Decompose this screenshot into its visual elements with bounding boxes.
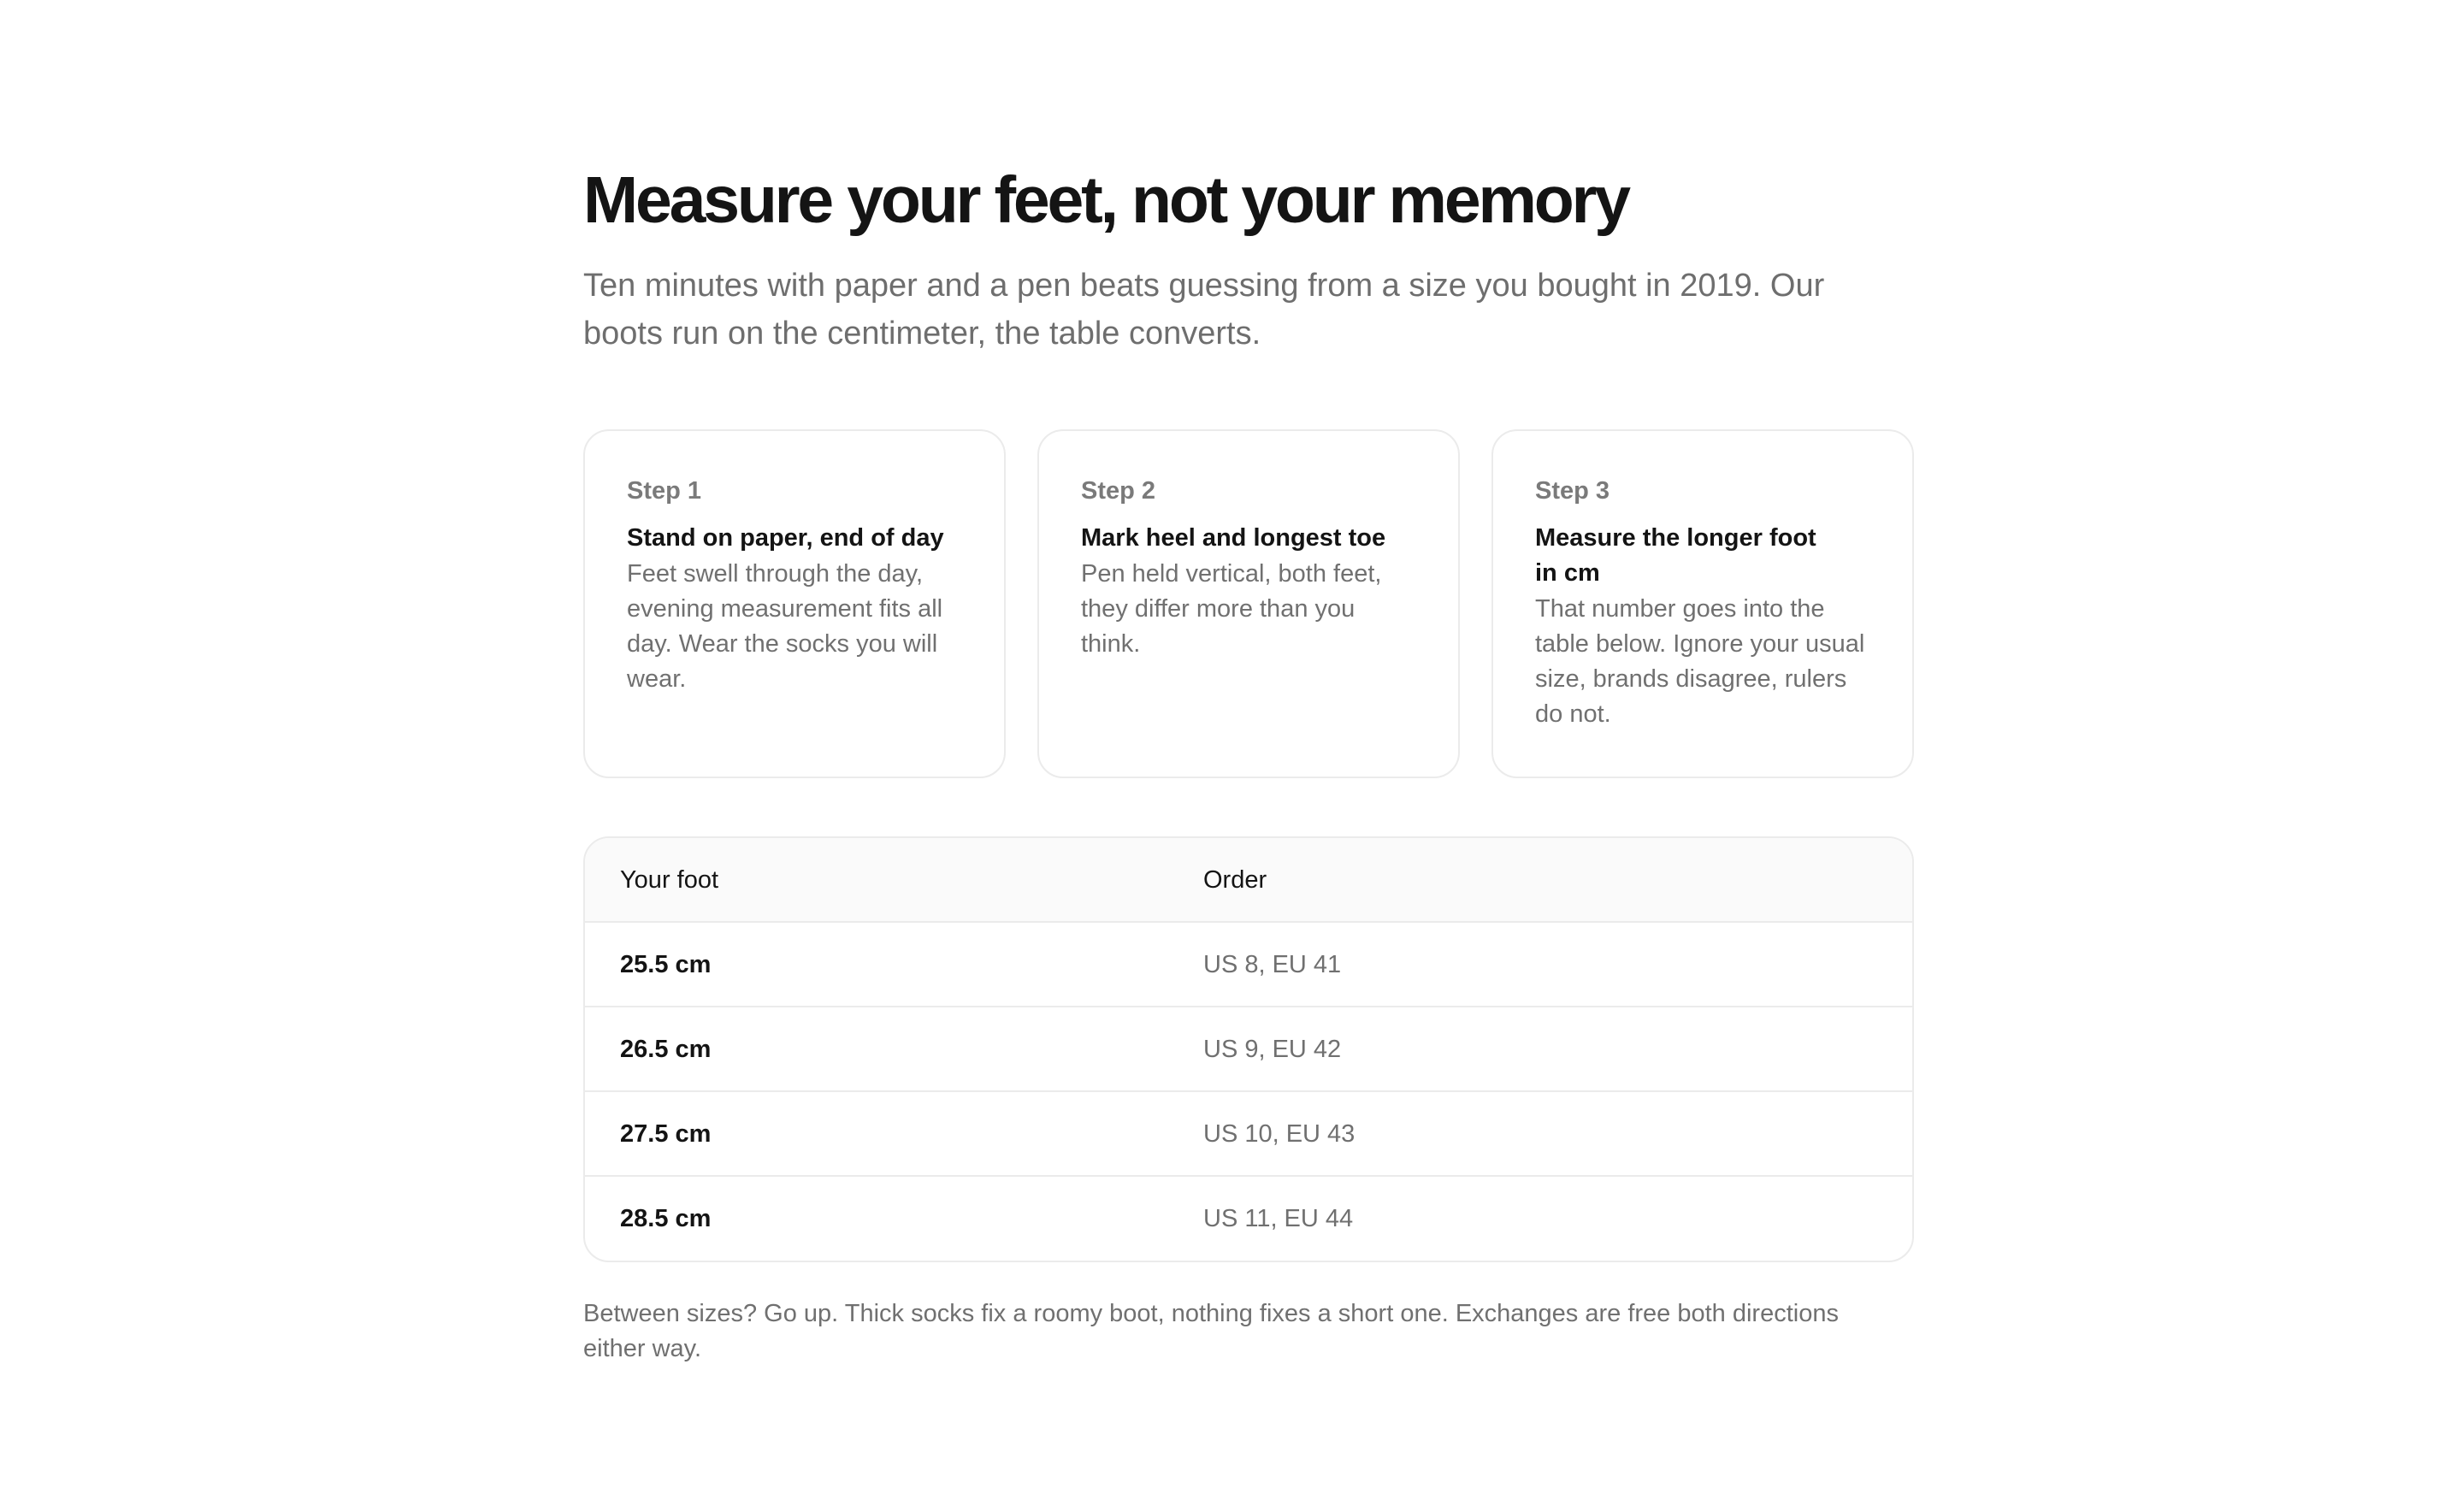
column-header-order: Order [1203,866,1267,894]
step-heading: Stand on paper, end of day [627,524,944,552]
step-body: Pen held vertical, both feet, they differ more than you think. [1081,560,1382,658]
step-card-2 [1037,429,1460,778]
table-header-row [585,838,1912,923]
foot-length-cell: 28.5 cm [620,1205,712,1232]
table-row [585,1007,1912,1092]
step-number: Step 2 [1081,477,1156,505]
footnote-text: Between sizes? Go up. Thick socks fix a roomy boot, nothing fixes a short one. Exchanges are free both directions either way. [583,1300,1839,1362]
step-body: That number goes into the table below. Ignore your usual size, brands disagree, rulers do not. [1535,595,1865,728]
table-row [585,1177,1912,1261]
page-title: Measure your feet, not your memory [583,163,1628,237]
step-heading: Measure the longer foot in cm [1535,524,1816,587]
step-card-1 [583,429,1006,778]
order-size-cell: US 9, EU 42 [1203,1036,1342,1063]
steps-row [583,429,1914,780]
step-number: Step 3 [1535,477,1610,505]
order-size-cell: US 8, EU 41 [1203,951,1342,978]
order-size-cell: US 11, EU 44 [1203,1205,1354,1232]
foot-length-cell: 25.5 cm [620,951,712,978]
table-row [585,1092,1912,1177]
intro-text: Ten minutes with paper and a pen beats guessing from a size you bought in 2019. Our boots run on the centimeter, the table converts. [583,268,1825,351]
step-card-3 [1491,429,1914,778]
foot-length-cell: 26.5 cm [620,1036,712,1063]
foot-length-cell: 27.5 cm [620,1120,712,1148]
order-size-cell: US 10, EU 43 [1203,1120,1356,1148]
step-heading: Mark heel and longest toe [1081,524,1386,552]
table-row [585,923,1912,1007]
size-table [583,836,1914,1262]
step-number: Step 1 [627,477,702,505]
step-body: Feet swell through the day, evening measurement fits all day. Wear the socks you will wear. [627,560,943,693]
column-header-your-foot: Your foot [620,866,719,894]
